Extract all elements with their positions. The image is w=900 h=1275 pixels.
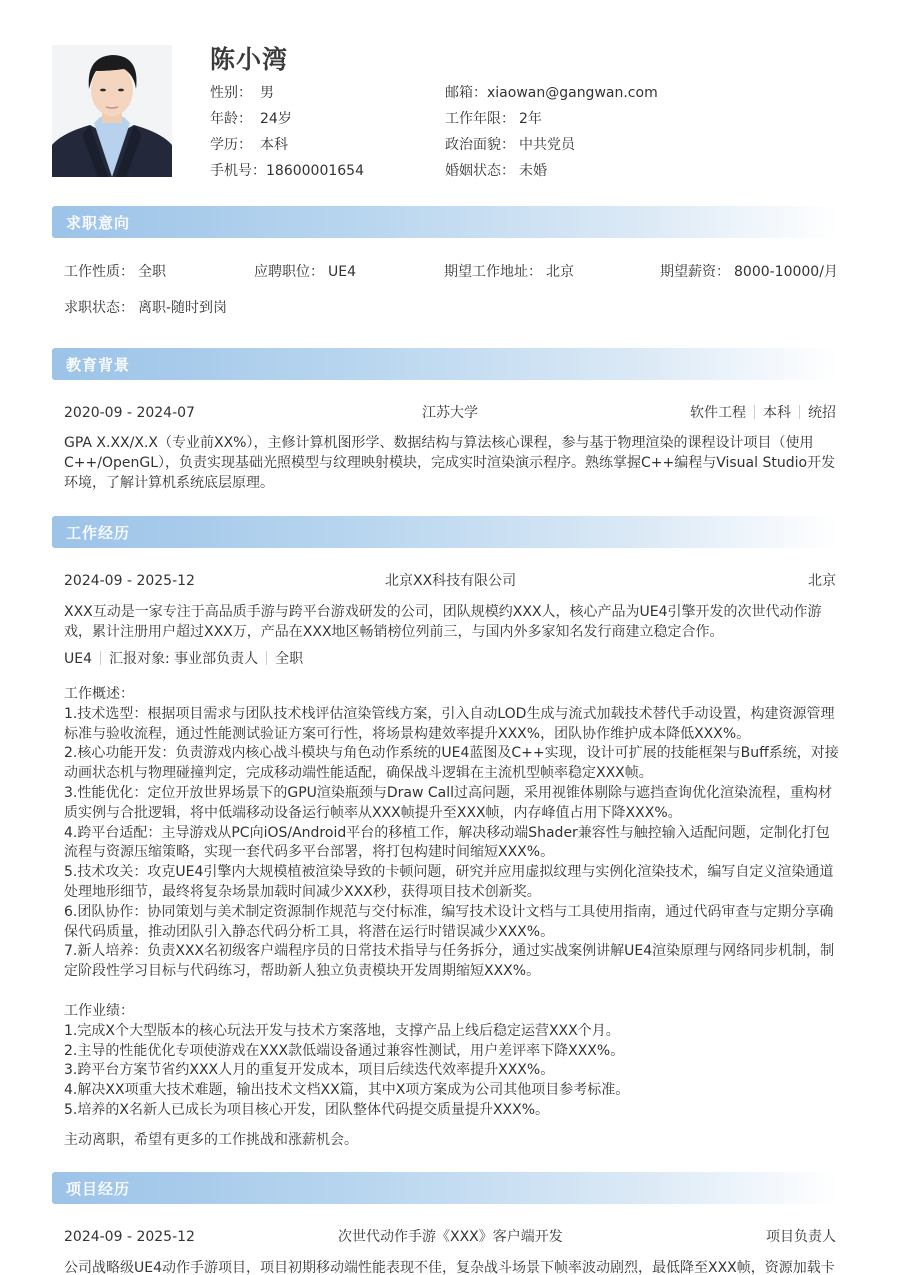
project-role: 项目负责人	[766, 1229, 836, 1245]
gender-field: 性别： 男	[210, 85, 274, 101]
achievements-heading: 工作业绩：	[64, 1003, 134, 1019]
work-tags: UE4 汇报对象: 事业部负责人 全职	[64, 651, 304, 667]
work-achievements: 工作业绩： 1.完成X个大型版本的核心玩法开发与技术方案落地，支撑产品上线后稳定运营XXX个月。 2.主导的性能优化专项使游戏在XXX款低端设备通过兼容性测试，用户差评率下降XXX%。 3.跨平台方案节省约XXX人月的重复开发成本，项目后续迭代效率提升XXX%。 4.解决XX项重大技术难题，输出技术文档XX篇，其中X项方案成为公司其他项目参考标准。 5.培养的X名新人已成长为项目核心开发，团队整体代码提交质量提升XXX%。	[64, 1002, 839, 1121]
candidate-name: 陈小湾	[210, 45, 289, 74]
age-field: 年龄： 24岁	[210, 111, 292, 127]
job-status-field: 求职状态： 离职-随时到岗	[64, 300, 228, 316]
section-header-work	[52, 516, 838, 548]
marital-status-field: 婚姻状态： 未婚	[445, 163, 547, 179]
company-intro: XXX互动是一家专注于高品质手游与跨平台游戏研发的公司，团队规模约XXX人，核心产品为UE4引擎开发的次世代动作游 戏，累计注册用户超过XXX万，产品在XXX地区畅销榜位列前三，与国内外多家知名发行商建立稳定合作。	[64, 604, 822, 640]
section-title: 工作经历	[66, 524, 131, 542]
expected-salary-field: 期望薪资： 8000-10000/月	[660, 264, 838, 280]
overview-heading: 工作概述：	[64, 686, 134, 702]
job-type-field: 工作性质： 全职	[64, 264, 166, 280]
work-location: 北京	[808, 573, 836, 589]
section-header-projects	[52, 1172, 838, 1204]
divider	[754, 405, 755, 419]
section-title: 教育背景	[66, 356, 131, 374]
divider	[799, 405, 800, 419]
leave-reason: 主动离职，希望有更多的工作挑战和涨薪机会。	[64, 1132, 358, 1148]
work-overview: 工作概述： 1.技术选型：根据项目需求与团队技术栈评估渲染管线方案，引入自动LOD生成与流式加载技术替代手动设置，构建资源管理 标准与验收流程，通过性能测试验证方案可行性，将场景构建效率提升XXX%，团队协作维护成本降低XXX%。 2.核心功能开发：负责游戏内核心战斗模块与角色动作系统的UE4蓝图及C++实现，设计可扩展的技能框架与Buff系统，对接 动画状态机与物理碰撞判定，完成移动端性能适配，确保战斗逻辑在主流机型帧率稳定XXX帧。 3.性能优化：定位开放世界场景下的GPU渲染瓶颈与Draw Call过高问题，采用视锥体剔除与遮挡查询优化渲染流程，重构材 质实例与合批逻辑，将中低端移动设备运行帧率从XXX帧提升至XXX帧，内存峰值占用下降XXX%。 4.跨平台适配：主导游戏从PC向iOS/Android平台的移植工作，解决移动端Shader兼容性与触控输入适配问题，定制化打包 流程与资源压缩策略，实现一套代码多平台部署，将打包构建时间缩短XXX%。 5.技术攻关：攻克UE4引擎内大规模植被渲染导致的卡顿问题，研究并应用虚拟纹理与实例化渲染技术，编写自定义渲染通道 处理地形细节，最终将复杂场景加载时间减少XXX秒，获得项目技术创新奖。 6.团队协作：协同策划与美术制定资源制作规范与交付标准，编写技术设计文档与工具使用指南，通过代码审查与定期分享确 保代码质量，推动团队引入静态代码分析工具，将潜在运行时错误减少XXX%。 7.新人培养：负责XXX名初级客户端程序员的日常技术指导与任务拆分，通过实战案例讲解UE4渲染原理与网络同步机制，制 定阶段性学习目标与代码练习，帮助新人独立负责模块开发周期缩短XXX%。	[64, 686, 839, 980]
divider	[100, 651, 101, 665]
political-status-field: 政治面貌： 中共党员	[445, 137, 575, 153]
education-period: 2020-09 - 2024-07	[64, 405, 195, 421]
phone-field: 手机号：18600001654	[210, 163, 364, 179]
education-description: GPA X.XX/X.X（专业前XX%），主修计算机图形学、数据结构与算法核心课程，参与基于物理渲染的课程设计项目（使用 C++/OpenGL），负责实现基础光照模型与纹理映射模块，完成实时渲染演示程序。熟练掌握C++编程与Visual Studio开发 环境，了解计算机系统底层原理。	[64, 435, 836, 491]
school-name: 江苏大学	[422, 405, 478, 421]
section-header-job-intent	[52, 206, 838, 238]
education-tags: 软件工程 本科 统招	[690, 405, 836, 421]
email-field: 邮箱：xiaowan@gangwan.com	[445, 85, 658, 101]
education-level-field: 学历： 本科	[210, 137, 288, 153]
project-period: 2024-09 - 2025-12	[64, 1229, 195, 1245]
divider	[266, 651, 267, 665]
section-header-education	[52, 348, 838, 380]
work-location-field: 期望工作地址： 北京	[444, 264, 574, 280]
project-name: 次世代动作手游《XXX》客户端开发	[338, 1229, 563, 1245]
company-name: 北京XX科技有限公司	[385, 573, 517, 589]
work-years-field: 工作年限： 2年	[445, 111, 542, 127]
work-period: 2024-09 - 2025-12	[64, 573, 195, 589]
section-title: 求职意向	[66, 214, 131, 232]
position-field: 应聘职位： UE4	[254, 264, 356, 280]
section-title: 项目经历	[66, 1180, 131, 1198]
project-description: 公司战略级UE4动作手游项目，项目初期移动端性能表现不佳，复杂战斗场景下帧率波动剧烈，最低降至XXX帧，资源加载卡	[64, 1260, 835, 1275]
profile-photo	[52, 45, 172, 177]
person-photo-icon	[52, 45, 172, 177]
